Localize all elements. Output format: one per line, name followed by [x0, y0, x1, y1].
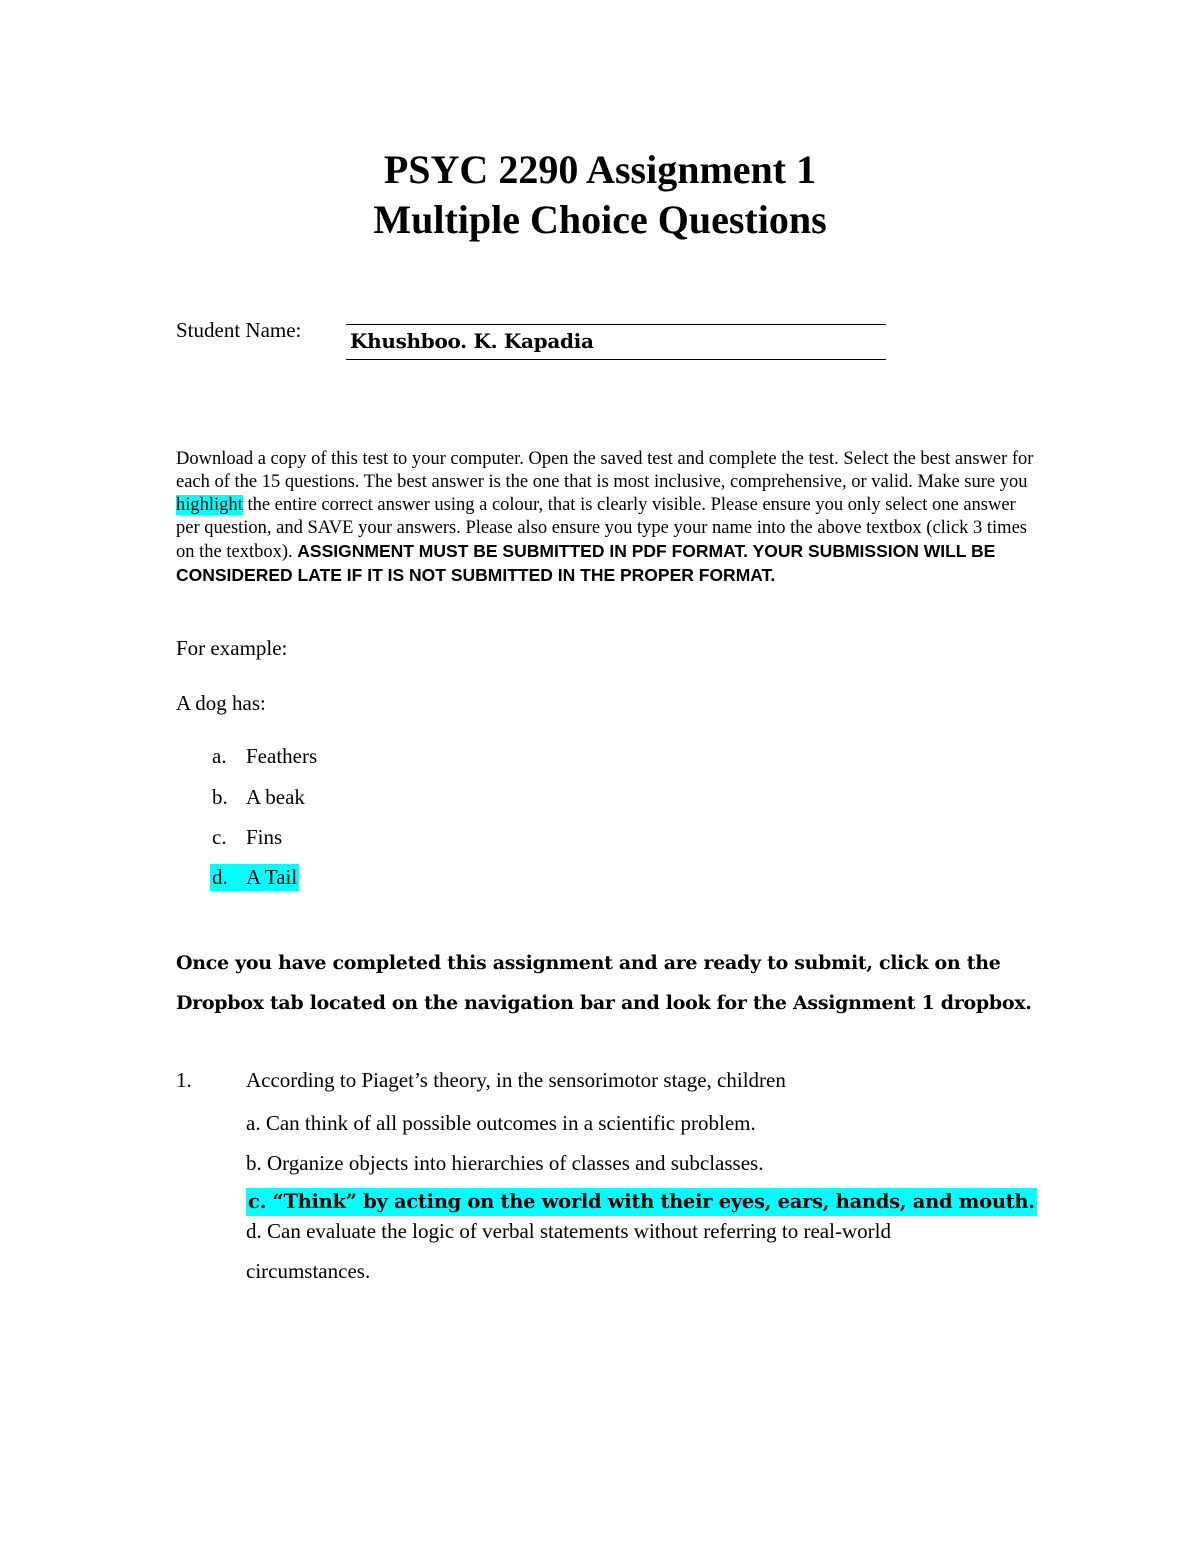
question-1-option-c-selected[interactable]: c. “Think” by acting on the world with their eyes, ears, hands, and mouth. — [246, 1188, 1037, 1216]
option-text: Feathers — [246, 744, 318, 768]
question-1-option-d[interactable]: d. Can evaluate the logic of verbal statements without referring to real-world circumstances. — [246, 1219, 891, 1283]
option-letter: b. — [212, 785, 228, 809]
submission-line-1: Once you have completed this assignment and are ready to submit, click on the — [176, 952, 1001, 974]
option-letter: c. — [212, 825, 227, 849]
highlight-word: highlight — [176, 495, 243, 515]
example-question: A dog has: — [176, 691, 266, 715]
instructions-paragraph — [176, 448, 1036, 588]
question-1-option-b[interactable]: b. Organize objects into hierarchies of classes and subclasses. — [246, 1151, 764, 1175]
submission-line-2: Dropbox tab located on the navigation bar and look for the Assignment 1 dropbox. — [176, 992, 1032, 1014]
example-intro: For example: — [176, 636, 288, 660]
option-letter: d. — [212, 865, 228, 889]
question-text: According to Piaget’s theory, in the sensorimotor stage, children — [246, 1068, 786, 1092]
student-name-label: Student Name: — [176, 318, 302, 342]
option-text: Fins — [246, 825, 283, 849]
submission-instructions — [176, 943, 1076, 1023]
instructions-text-2: the entire correct answer using a colour, that is clearly visible. Please ensure you only select one answer per question, and SAVE your answers. Please also ensure you type your name into the above textbox (click 3 times on the textbox). — [176, 495, 1027, 562]
question-1-option-a[interactable]: a. Can think of all possible outcomes in a scientific problem. — [246, 1111, 756, 1135]
title-line-2: Multiple Choice Questions — [373, 197, 827, 242]
instructions-text-1: Download a copy of this test to your computer. Open the saved test and complete the test. Select the best answer for each of the 15 questions. The best answer is the one that is most inclusive, comprehensive, or valid. Make sure you — [176, 449, 1034, 492]
title-line-1: PSYC 2290 Assignment 1 — [383, 147, 817, 192]
option-text: A beak — [246, 785, 305, 809]
student-name-value[interactable]: Khushboo. K. Kapadia — [350, 329, 594, 353]
page-title — [0, 145, 1200, 245]
example-option-b[interactable] — [210, 784, 307, 811]
example-option-c[interactable] — [210, 824, 284, 851]
example-option-d-selected[interactable] — [210, 864, 299, 891]
option-letter: a. — [212, 744, 227, 768]
pdf-format-warning: ASSIGNMENT MUST BE SUBMITTED IN PDF FORMAT. YOUR SUBMISSION WILL BE CONSIDERED LATE IF IT IS NOT SUBMITTED IN THE PROPER FORMAT. — [176, 541, 996, 585]
student-name-textbox[interactable] — [346, 324, 886, 360]
example-option-a[interactable] — [210, 743, 319, 770]
question-number: 1. — [176, 1068, 192, 1092]
option-text: A Tail — [246, 865, 298, 889]
